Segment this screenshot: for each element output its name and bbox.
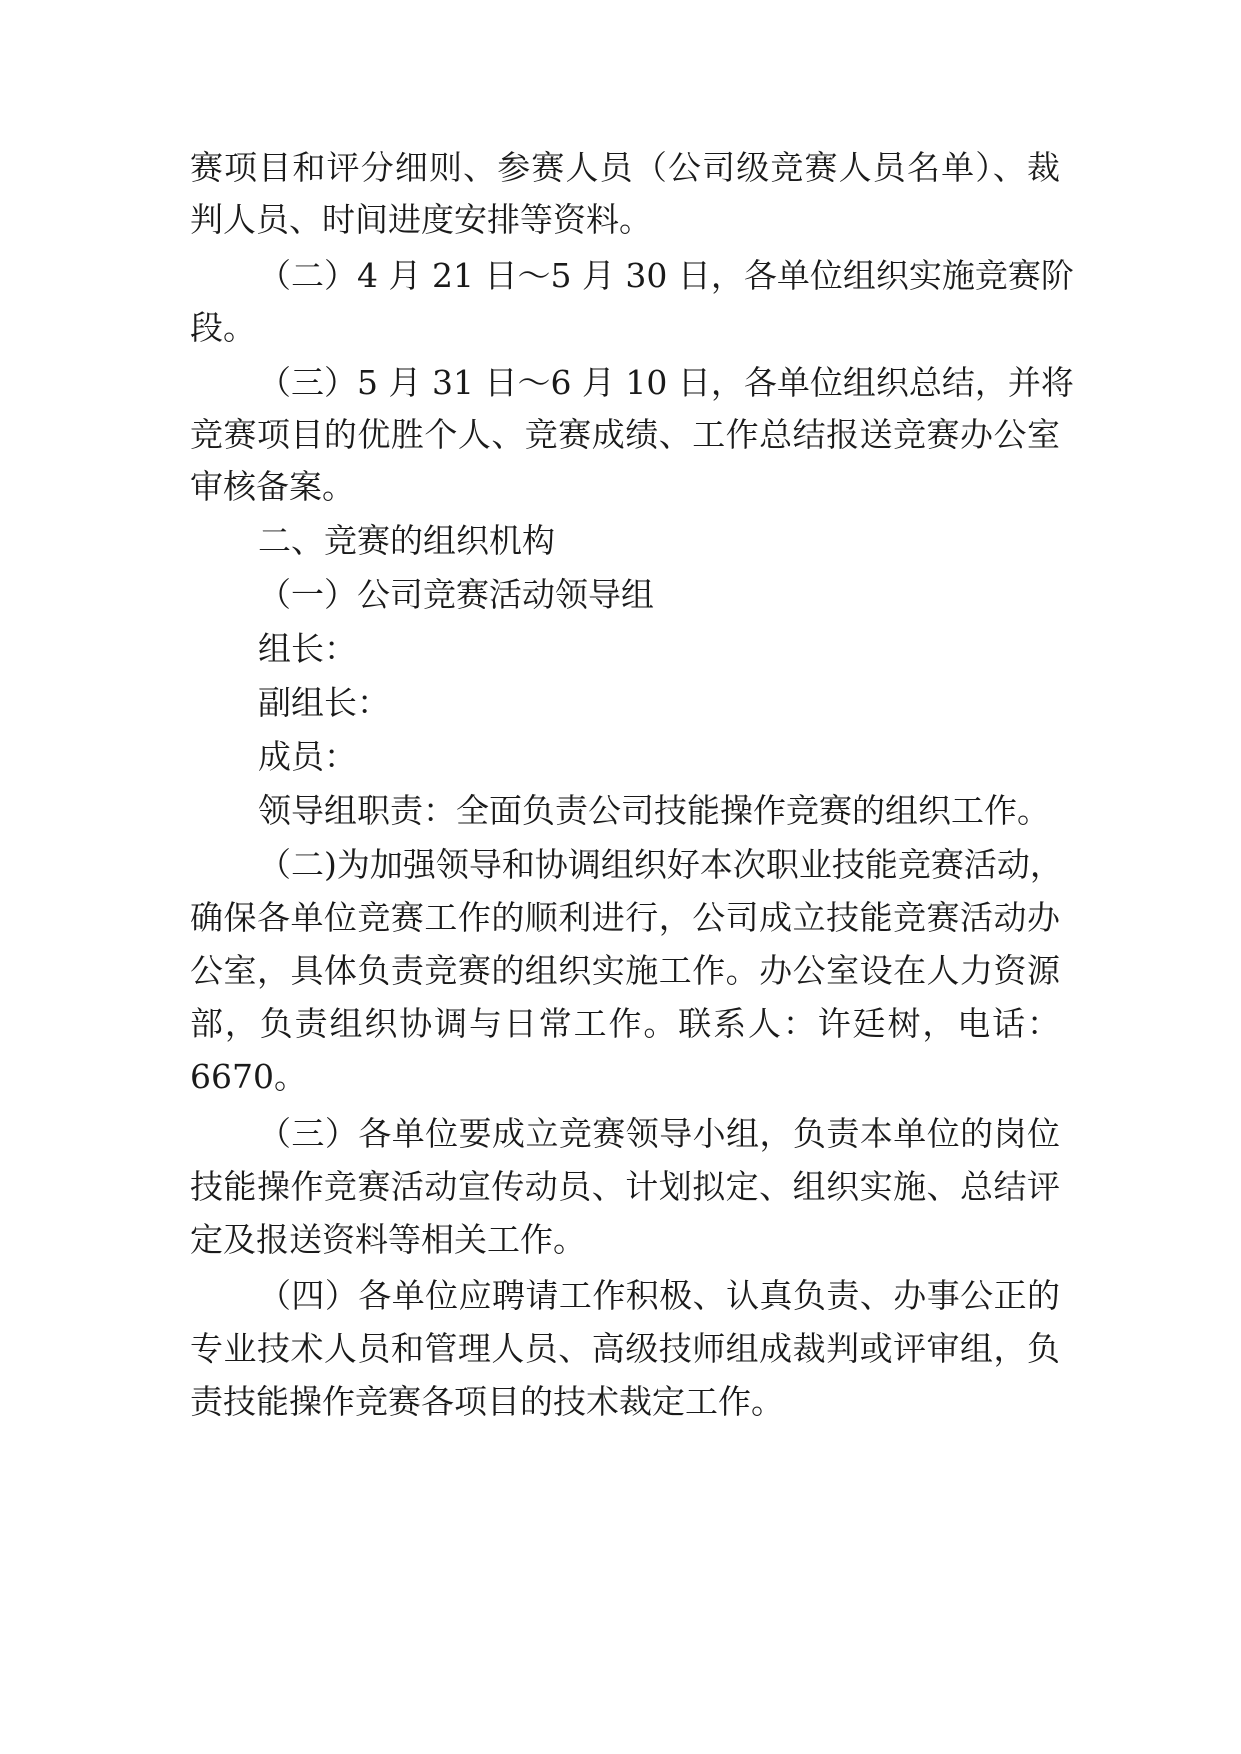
text-line: 定及报送资料等相关工作。 [190,1220,586,1259]
text-line: （四）各单位应聘请工作积极、认真负责、办事公正的 [258,1276,1060,1315]
text-line: 专业技术人员和管理人员、高级技师组成裁判或评审组，负 [190,1329,1060,1368]
section-heading: 二、竞赛的组织机构 [258,521,555,560]
text-line: 判人员、时间进度安排等资料。 [190,200,652,239]
text-line: 领导组职责：全面负责公司技能操作竞赛的组织工作。 [258,791,1050,830]
text-line: 技能操作竞赛活动宣传动员、计划拟定、组织实施、总结评 [190,1167,1060,1206]
text-line: 审核备案。 [190,467,355,506]
text-line: （二)为加强领导和协调组织好本次职业技能竞赛活动， [258,845,1063,884]
text-line: 段。 [190,308,256,347]
text-line: 6670。 [190,1057,307,1096]
text-line: 副组长： [258,683,390,722]
text-line: 成员： [258,737,357,776]
text-line: 赛项目和评分细则、参赛人员（公司级竞赛人员名单）、裁 [190,148,1060,187]
text-line: （二）4 月 21 日～5 月 30 日，各单位组织实施竞赛阶 [258,256,1074,295]
text-line: （三）各单位要成立竞赛领导小组，负责本单位的岗位 [258,1114,1060,1153]
text-line: 组长： [258,629,357,668]
subsection-heading: （一）公司竞赛活动领导组 [258,575,654,614]
text-line: （三）5 月 31 日～6 月 10 日，各单位组织总结，并将 [258,363,1074,402]
text-line: 公室，具体负责竞赛的组织实施工作。办公室设在人力资源 [190,951,1060,990]
text-line: 确保各单位竞赛工作的顺利进行，公司成立技能竞赛活动办 [190,898,1060,937]
text-line: 部，负责组织协调与日常工作。联系人：许廷树，电话： [190,1004,1060,1043]
text-line: 责技能操作竞赛各项目的技术裁定工作。 [190,1382,784,1421]
text-line: 竞赛项目的优胜个人、竞赛成绩、工作总结报送竞赛办公室 [190,415,1060,454]
